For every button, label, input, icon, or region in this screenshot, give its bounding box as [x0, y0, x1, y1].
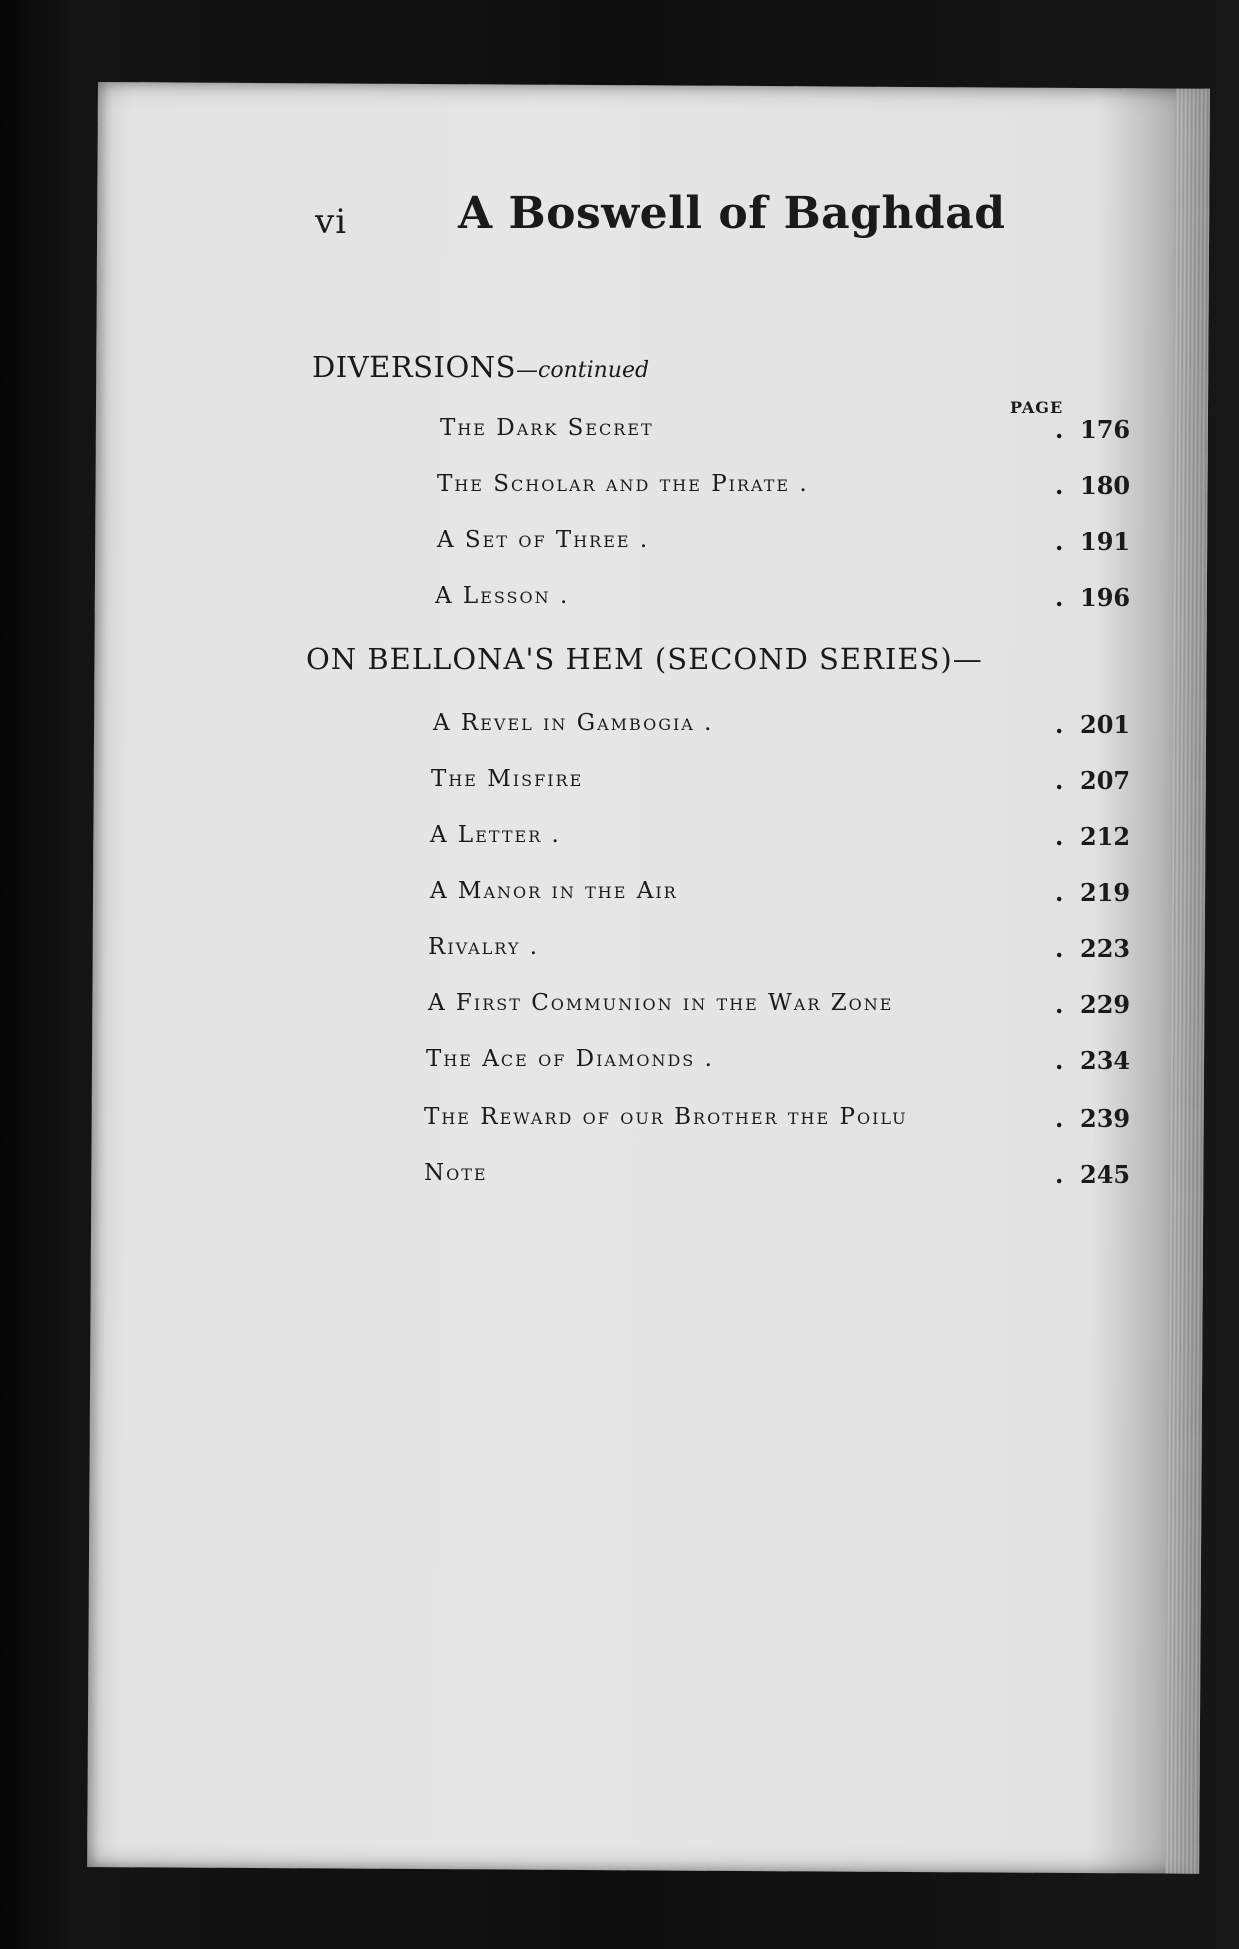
toc-entry-page-number: 219: [1080, 878, 1131, 907]
toc-entry-title: A Revel in Gambogia .: [433, 710, 714, 736]
section-heading-bellona: [306, 642, 983, 676]
book-title: A Boswell of Baghdad: [458, 188, 1006, 239]
toc-entry-page-number: 229: [1080, 990, 1131, 1019]
toc-leader-dot: .: [1055, 990, 1064, 1019]
toc-entry-title: The Scholar and the Pirate .: [437, 471, 809, 497]
toc-entry: [440, 415, 1239, 455]
toc-leader-dot: .: [1055, 1104, 1064, 1133]
toc-entry-title: A Lesson .: [435, 583, 570, 609]
toc-leader-dot: .: [1055, 878, 1064, 907]
toc-entry: [437, 527, 1239, 567]
toc-entry: [424, 1160, 1239, 1200]
section-heading-diversions: [312, 350, 649, 384]
toc-entry-page-number: 196: [1080, 583, 1131, 612]
toc-entry-page-number: 245: [1080, 1160, 1131, 1189]
toc-entry-title: A Set of Three .: [437, 527, 650, 553]
continued-label: —continued: [516, 358, 650, 383]
toc-entry-title: The Misfire: [431, 766, 584, 792]
toc-entry-title: A Manor in the Air: [430, 878, 678, 904]
toc-leader-dot: .: [1055, 527, 1064, 556]
toc-entry: [430, 878, 1239, 918]
section-heading-text: ON BELLONA'S HEM (SECOND SERIES)—: [306, 642, 983, 676]
toc-entry-page-number: 212: [1080, 822, 1131, 851]
toc-entry-title: The Ace of Diamonds .: [426, 1046, 714, 1072]
toc-entry: [424, 1104, 1239, 1144]
toc-leader-dot: .: [1055, 710, 1064, 739]
toc-leader-dot: .: [1055, 934, 1064, 963]
toc-leader-dot: .: [1055, 822, 1064, 851]
toc-entry-title: The Reward of our Brother the Poilu: [424, 1104, 908, 1130]
toc-entry: [430, 822, 1239, 862]
toc-entry-title: The Dark Secret: [440, 415, 654, 441]
toc-entry-title: A First Communion in the War Zone: [428, 990, 894, 1016]
folio-number: vi: [315, 202, 348, 242]
toc-entry: [437, 471, 1239, 511]
toc-entry: [431, 766, 1239, 806]
toc-entry: [428, 990, 1239, 1030]
toc-leader-dot: .: [1055, 583, 1064, 612]
toc-entry-page-number: 176: [1080, 415, 1131, 444]
toc-entry-page-number: 201: [1080, 710, 1131, 739]
toc-entry-title: Rivalry .: [428, 934, 540, 960]
toc-entry: [428, 934, 1239, 974]
toc-entry-title: A Letter .: [430, 822, 561, 848]
toc-leader-dot: .: [1055, 1046, 1064, 1075]
toc-leader-dot: .: [1055, 415, 1064, 444]
toc-entry: [435, 583, 1239, 623]
toc-entry-page-number: 207: [1080, 766, 1131, 795]
toc-entry: [426, 1046, 1239, 1086]
toc-entry: [433, 710, 1239, 750]
running-head: [315, 188, 1015, 258]
toc-leader-dot: .: [1055, 471, 1064, 500]
toc-leader-dot: .: [1055, 1160, 1064, 1189]
section-heading-text: DIVERSIONS: [312, 350, 516, 384]
toc-entry-page-number: 180: [1080, 471, 1131, 500]
toc-entry-page-number: 234: [1080, 1046, 1131, 1075]
page-column-label: PAGE: [1010, 398, 1064, 417]
toc-entry-page-number: 239: [1080, 1104, 1131, 1133]
toc-entry-page-number: 223: [1080, 934, 1131, 963]
toc-entry-page-number: 191: [1080, 527, 1131, 556]
toc-entry-title: Note: [424, 1160, 488, 1186]
toc-leader-dot: .: [1055, 766, 1064, 795]
